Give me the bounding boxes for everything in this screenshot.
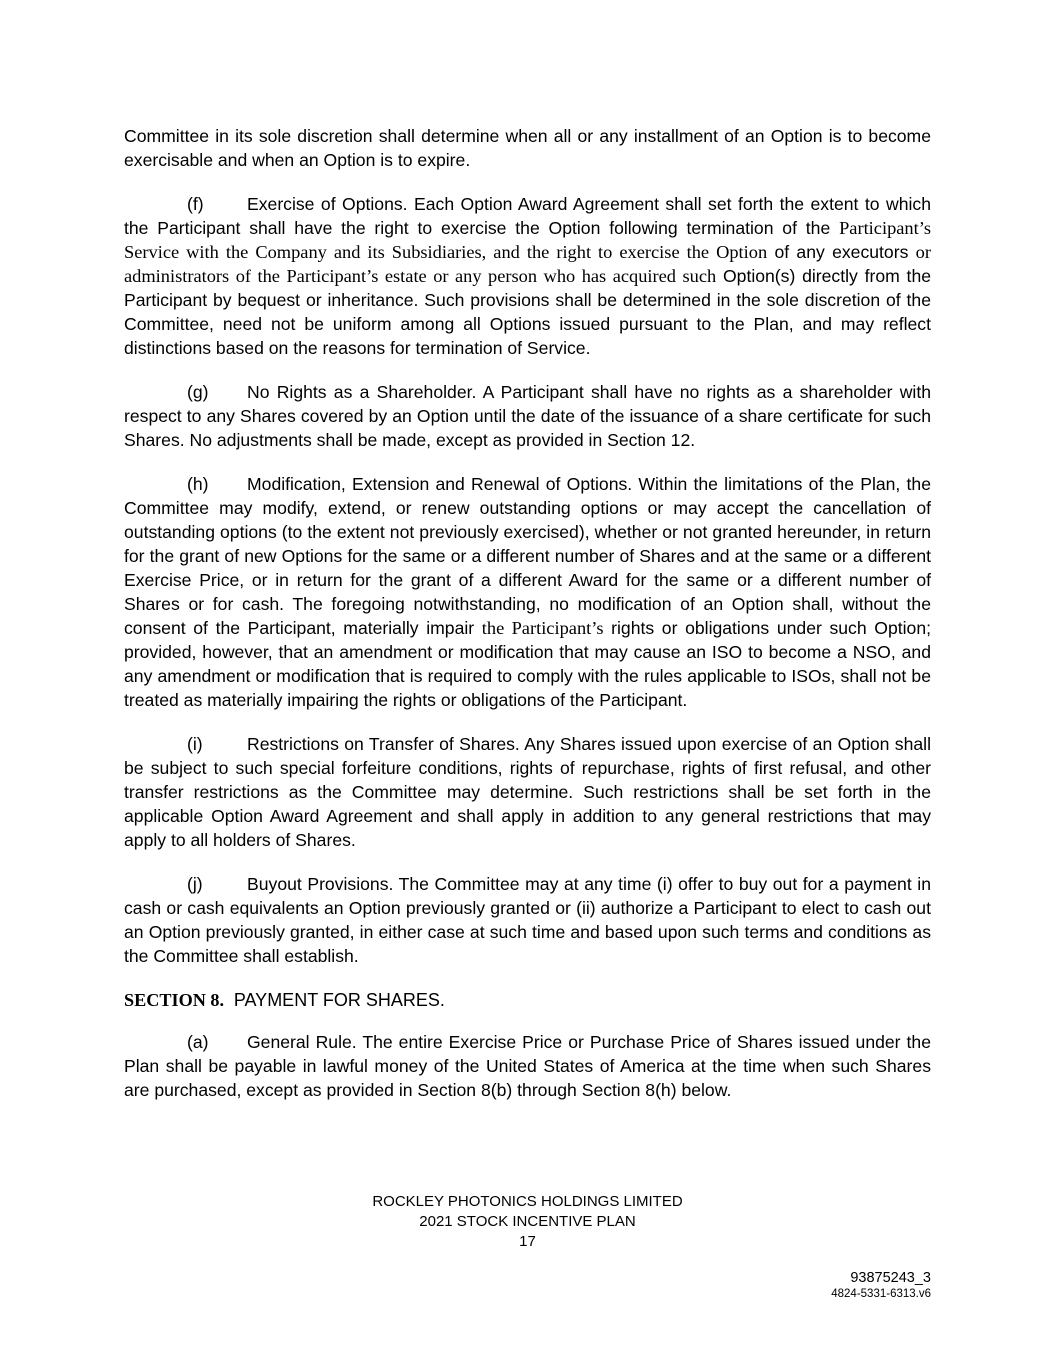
page-footer [0, 1192, 1055, 1252]
paragraph-heading: Exercise of Options. [247, 194, 408, 214]
paragraph-j [124, 872, 931, 968]
paragraph-text: Any Shares issued upon exercise of an Option shall be subject to such special forfeiture conditions, rights of repurchase, rights of first refusal, and other transfer restrictions as the Committee may determine. Such restrictions shall be set forth in the applicable Option Award Agreement and shall apply in addition to any general restrictions that may apply to all holders of Shares. [124, 734, 931, 850]
paragraph-heading: General Rule. [247, 1032, 357, 1052]
paragraph-text-serif: or administrators of the Participant’s estate or any person who has acquired such [124, 242, 931, 286]
paragraph-heading: Modification, Extension and Renewal of Options. [247, 474, 633, 494]
paragraph-label: (a) [187, 1032, 209, 1052]
paragraph-text: Each Option Award Agreement shall set forth the extent to which the Participant shall have the right to exercise the Option following termination of the [124, 194, 931, 238]
paragraph-i [124, 732, 931, 852]
section-number: SECTION 8. [124, 990, 225, 1010]
document-body [124, 124, 931, 1122]
paragraph-heading: No Rights as a Shareholder. [247, 382, 477, 402]
paragraph-h [124, 472, 931, 712]
paragraph-text: The Committee may at any time (i) offer to buy out for a payment in cash or cash equivalents an Option previously granted or (ii) authorize a Participant to elect to cash out an Option previously granted, in either case at such time and based upon such terms and conditions as the Committee shall establish. [124, 874, 931, 966]
paragraph-label: (i) [187, 734, 203, 754]
paragraph-label: (j) [187, 874, 203, 894]
section-title: PAYMENT FOR SHARES. [233, 990, 445, 1010]
paragraph-text-serif: Participant’s Service with the Company and its Subsidiaries, and the right to exercise the Option [124, 218, 931, 262]
paragraph-heading: Buyout Provisions. [247, 874, 394, 894]
paragraph-text: Within the limitations of the Plan, the Committee may modify, extend, or renew outstanding options or may accept the cancellation of outstanding options (to the extent not previously exercised), whether or not granted hereunder, in return for the grant of new Options for the same or a different number of Shares and at the same or a different Exercise Price, or in return for the grant of a different Award for the same or a different number of Shares or for cash. The foregoing notwithstanding, no modification of an Option shall, without the consent of the Participant, materially impair [124, 474, 931, 638]
paragraph-text: rights or obligations under such Option; provided, however, that an amendment or modification that may cause an ISO to become a NSO, and any amendment or modification that is required to comply with the rules applicable to ISOs, shall not be treated as materially impairing the rights or obligations of the Participant. [124, 618, 931, 710]
paragraph-label: (h) [187, 474, 209, 494]
doc-id-secondary: 4824-5331-6313.v6 [831, 1288, 931, 1300]
paragraph-heading: Restrictions on Transfer of Shares. [247, 734, 520, 754]
footer-plan: 2021 STOCK INCENTIVE PLAN [419, 1213, 636, 1230]
section-heading [124, 988, 931, 1012]
paragraph-text: A Participant shall have no rights as a shareholder with respect to any Shares covered by an Option until the date of the issuance of a share certificate for such Shares. No adjustments shall be made, except as provided in Section 12. [124, 382, 932, 450]
paragraph-text: Option(s) directly from the Participant by bequest or inheritance. Such provisions shall be determined in the sole discretion of the Committee, need not be uniform among all Options issued pursuant to the Plan, and may reflect distinctions based on the reasons for termination of Service. [124, 266, 932, 358]
page-number: 17 [519, 1233, 536, 1250]
document-ids [831, 1269, 931, 1301]
paragraph-f [124, 192, 931, 360]
paragraph-text-serif: the Participant’s [481, 618, 604, 638]
intro-paragraph [124, 124, 931, 172]
paragraph-text: of any executors [767, 242, 916, 262]
intro-text: Committee in its sole discretion shall determine when all or any installment of an Option is to become exercisable and when an Option is to expire. [124, 126, 931, 170]
paragraph-label: (g) [187, 382, 209, 402]
paragraph-text: The entire Exercise Price or Purchase Price of Shares issued under the Plan shall be payable in lawful money of the United States of America at the time when such Shares are purchased, except as provided in Section 8(b) through Section 8(h) below. [124, 1032, 931, 1100]
paragraph-8a [124, 1030, 931, 1102]
paragraph-g [124, 380, 931, 452]
paragraph-label: (f) [187, 194, 204, 214]
doc-id-primary: 93875243_3 [850, 1270, 931, 1286]
footer-company: ROCKLEY PHOTONICS HOLDINGS LIMITED [372, 1193, 683, 1210]
